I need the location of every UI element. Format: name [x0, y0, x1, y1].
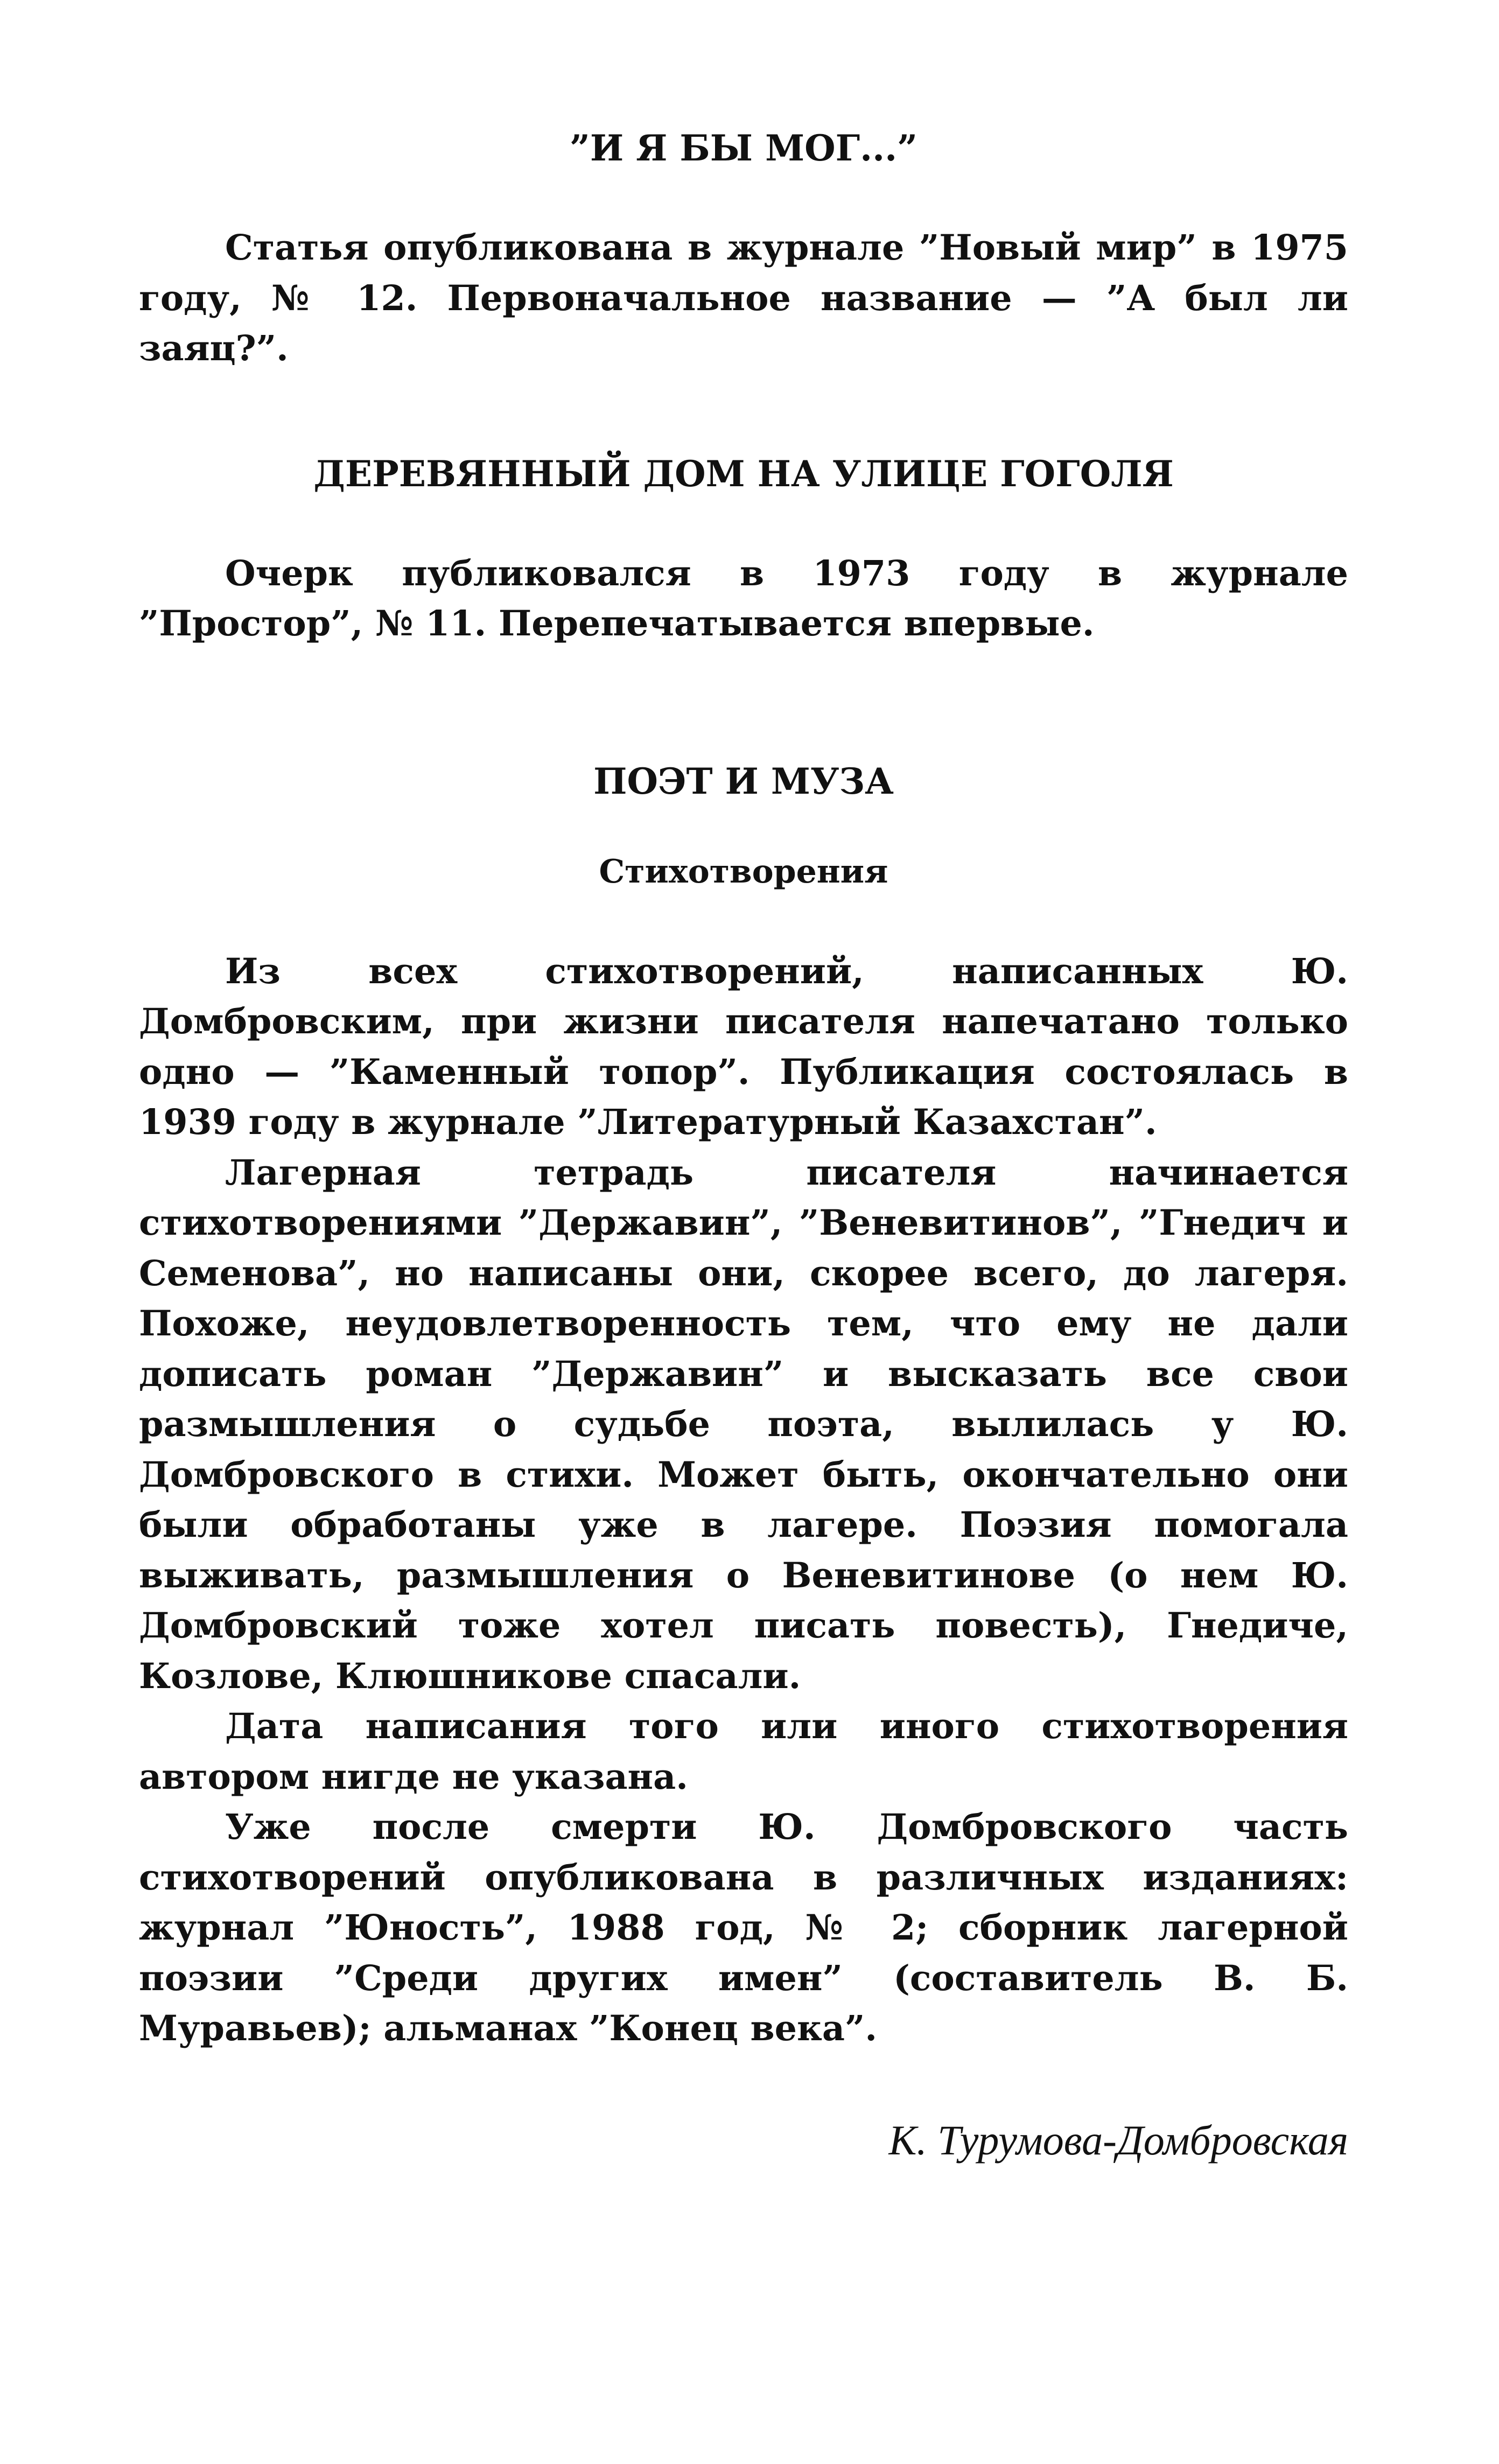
author-signature: К. Турумова-Домбровская [888, 2116, 1348, 2164]
document-page [139, 124, 1348, 2167]
paragraph-poet-1: Из всех стихотворений, написанных Ю. Домбровским, при жизни писателя напечатано только одно — ”Каменный топор”. Публикация состоялась в 1939 году в журнале ”Литературный Казахстан”. [139, 950, 1348, 1143]
paragraph-poet-3: Дата написания того или иного стихотворения автором нигде не указана. [139, 1706, 1348, 1797]
paragraph-poet-2: Лагерная тетрадь писателя начинается стихотворениями ”Державин”, ”Веневитинов”, ”Гнедич и Семенова”, но написаны они, скорее всего, до лагеря. Похоже, неудовлетворенность тем, что ему не дали дописать роман ”Державин” и высказать все свои размышления о судьбе поэта, вылилась у Ю. Домбровского в стихи. Может быть, окончательно они были обработаны уже в лагере. Поэзия помогала выживать, размышления о Веневитинове (о нем Ю. Домбровский тоже хотел писать повесть), Гнедиче, Козлове, Клюшникове спасали. [139, 1152, 1348, 1697]
section-subtitle-stikhotvoreniya: Стихотворения [599, 852, 888, 891]
paragraph-i-ya-by-mog: Статья опубликована в журнале ”Новый мир” в 1975 году, № 12. Первоначальное название — ”А был ли заяц?”. [139, 227, 1348, 369]
section-title-derevyannyi-dom: ДЕРЕВЯННЫЙ ДОМ НА УЛИЦЕ ГОГОЛЯ [313, 452, 1174, 495]
section-title-poet-i-muza: ПОЭТ И МУЗА [593, 760, 894, 802]
paragraph-poet-4: Уже после смерти Ю. Домбровского часть стихотворений опубликована в различных изданиях: журнал ”Юность”, 1988 год, № 2; сборник лагерной поэзии ”Среди других имен” (составитель В. Б. Муравьев); альманах ”Конец века”. [139, 1807, 1348, 2049]
section-title-i-ya-by-mog: ”И Я БЫ МОГ...” [569, 127, 918, 169]
paragraph-derevyannyi-dom: Очерк публиковался в 1973 году в журнале ”Простор”, № 11. Перепечатывается впервые. [139, 552, 1348, 644]
